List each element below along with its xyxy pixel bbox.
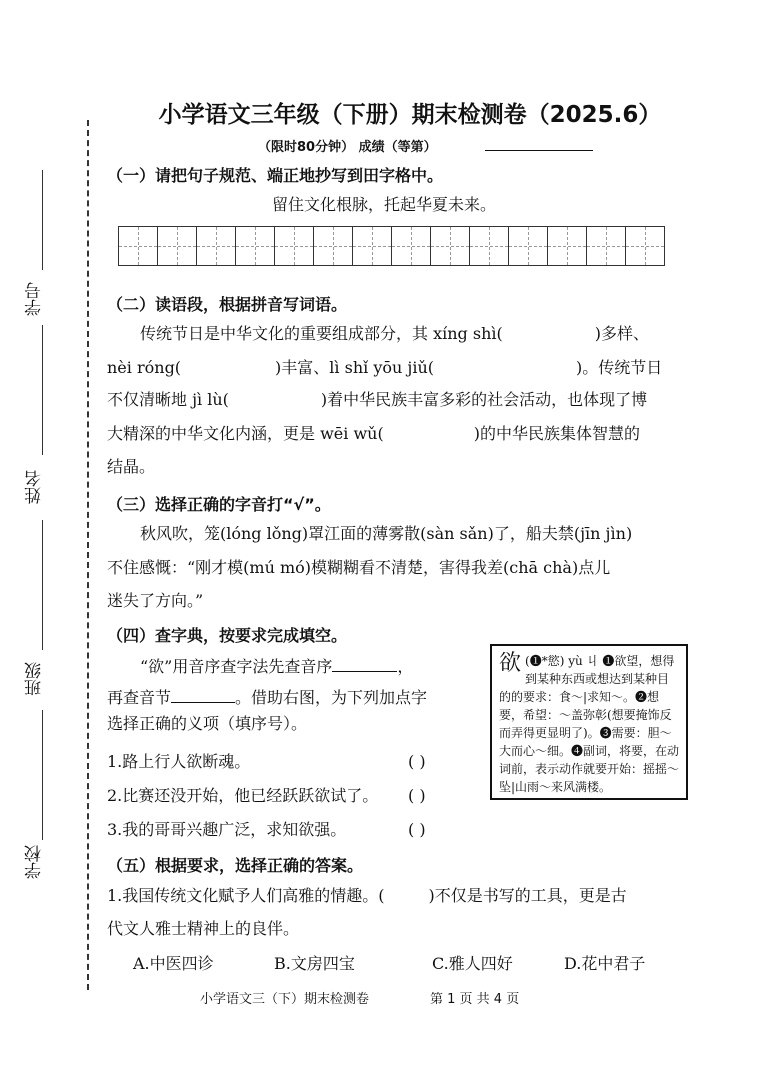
s2-line3: 不仅清晰地 jì lù( )着中华民族丰富多彩的社会活动，也体现了博 xyxy=(107,390,648,409)
s4-line3: 选择正确的义项（填序号）。 xyxy=(107,714,308,733)
s5-q1-line1: 1.我国传统文化赋予人们高雅的情趣。( )不仅是书写的工具，更是古 xyxy=(107,886,627,905)
section2-heading: （二）读语段，根据拼音写词语。 xyxy=(107,295,348,314)
dict-variant: (❶*慾) xyxy=(525,654,565,668)
tianzige-cell[interactable] xyxy=(235,226,275,266)
tianzige-cell[interactable] xyxy=(196,226,236,266)
s4-q2-answer[interactable]: ( ) xyxy=(408,786,426,805)
s2-line5: 结晶。 xyxy=(107,457,156,476)
s2-line2: nèi róng( )丰富、lì shǐ yōu jiǔ( )。传统节日 xyxy=(107,358,663,377)
school-label: 学校 xyxy=(25,845,45,879)
tianzige-cell[interactable] xyxy=(274,226,314,266)
s2-line1: 传统节日是中华文化的重要组成部分，其 xíng shì( )多样、 xyxy=(140,324,649,343)
s4-q3-answer[interactable]: ( ) xyxy=(408,820,426,839)
dict-headword: 欲 xyxy=(499,651,522,676)
s4-q3: 3.我的哥哥兴趣广泛，求知欲强。 xyxy=(107,820,347,839)
s4-line1: “欲”用音序查字法先查音序 ， xyxy=(140,657,414,676)
section1-heading: （一）请把句子规范、端正地抄写到田字格中。 xyxy=(107,166,444,185)
grade-blank[interactable] xyxy=(485,150,593,151)
s3-line2: 不住感慨：“刚才模(mú mó)模糊糊看不清楚，害得我差(chā chà)点儿 xyxy=(107,558,611,577)
class-label: 班级 xyxy=(25,662,45,696)
tianzige-cell[interactable] xyxy=(547,226,587,266)
s4-line2: 再查音节 。借助右图，为下列加点字 xyxy=(107,688,428,707)
page-title: 小学语文三年级（下册）期末检测卷（2025.6） xyxy=(158,102,662,128)
s5-q1-line2: 代文人雅士精神上的良伴。 xyxy=(107,919,300,938)
binding-dashed-line xyxy=(87,120,89,990)
name-line xyxy=(42,325,43,455)
section3-heading: （三）选择正确的字音打“√”。 xyxy=(107,495,331,514)
tianzige-cell[interactable] xyxy=(118,226,158,266)
option-c[interactable]: C.雅人四好 xyxy=(432,954,513,973)
tianzige-cell[interactable] xyxy=(469,226,509,266)
page-number: 第 1 页 共 4 页 xyxy=(430,992,520,1007)
tianzige-cell[interactable] xyxy=(430,226,470,266)
tianzige-grid[interactable] xyxy=(118,226,680,266)
s4-q1-answer[interactable]: ( ) xyxy=(408,752,426,771)
footer-title: 小学语文三（下）期末检测卷 xyxy=(200,992,370,1007)
option-b[interactable]: B.文房四宝 xyxy=(274,954,355,973)
copy-sentence: 留住文化根脉，托起华夏未来。 xyxy=(272,195,497,214)
section4-heading: （四）查字典，按要求完成填空。 xyxy=(107,626,348,645)
tianzige-cell[interactable] xyxy=(313,226,353,266)
dictionary-entry-box xyxy=(490,644,688,800)
s2-line4: 大精深的中华文化内涵，更是 wēi wǔ( )的中华民族集体智慧的 xyxy=(107,424,640,443)
student-no-line xyxy=(42,170,43,270)
yinxu-blank[interactable] xyxy=(332,657,397,672)
section5-heading: （五）根据要求，选择正确的答案。 xyxy=(107,856,364,875)
tianzige-cell[interactable] xyxy=(157,226,197,266)
s4-q1: 1.路上行人欲断魂。 xyxy=(107,752,251,771)
option-a[interactable]: A.中医四诊 xyxy=(133,954,214,973)
tianzige-cell[interactable] xyxy=(352,226,392,266)
tianzige-cell[interactable] xyxy=(586,226,626,266)
s4-q2: 2.比赛还没开始，他已经跃跃欲试了。 xyxy=(107,786,379,805)
school-line xyxy=(42,710,43,840)
student-no-label: 学号 xyxy=(25,282,45,316)
s3-line1: 秋风吹，笼(lóng lǒng)罩江面的薄雾散(sàn sǎn)了，船夫禁(jīn jìn) xyxy=(140,524,633,543)
class-line xyxy=(42,520,43,650)
s3-line3: 迷失了方向。” xyxy=(107,591,204,610)
tianzige-cell[interactable] xyxy=(391,226,431,266)
option-d[interactable]: D.花中君子 xyxy=(564,954,646,973)
exam-subtitle: （限时80分钟） 成绩（等第） xyxy=(258,140,437,155)
dict-definition: yù 丩 ❶欲望，想得到某种东西或想达到某种目的的要求：食～|求知～。❷想要，希望：～盖弥彰(想要掩饰反而弄得更显明了)。❸需要：胆～大而心～细。❹副词，将要，在动词前，表示动作就要开始：摇摇～坠|山雨～来风满楼。 xyxy=(499,654,680,794)
tianzige-cell[interactable] xyxy=(625,226,665,266)
name-label: 姓名 xyxy=(25,470,45,504)
tianzige-cell[interactable] xyxy=(508,226,548,266)
yinjie-blank[interactable] xyxy=(171,688,235,703)
